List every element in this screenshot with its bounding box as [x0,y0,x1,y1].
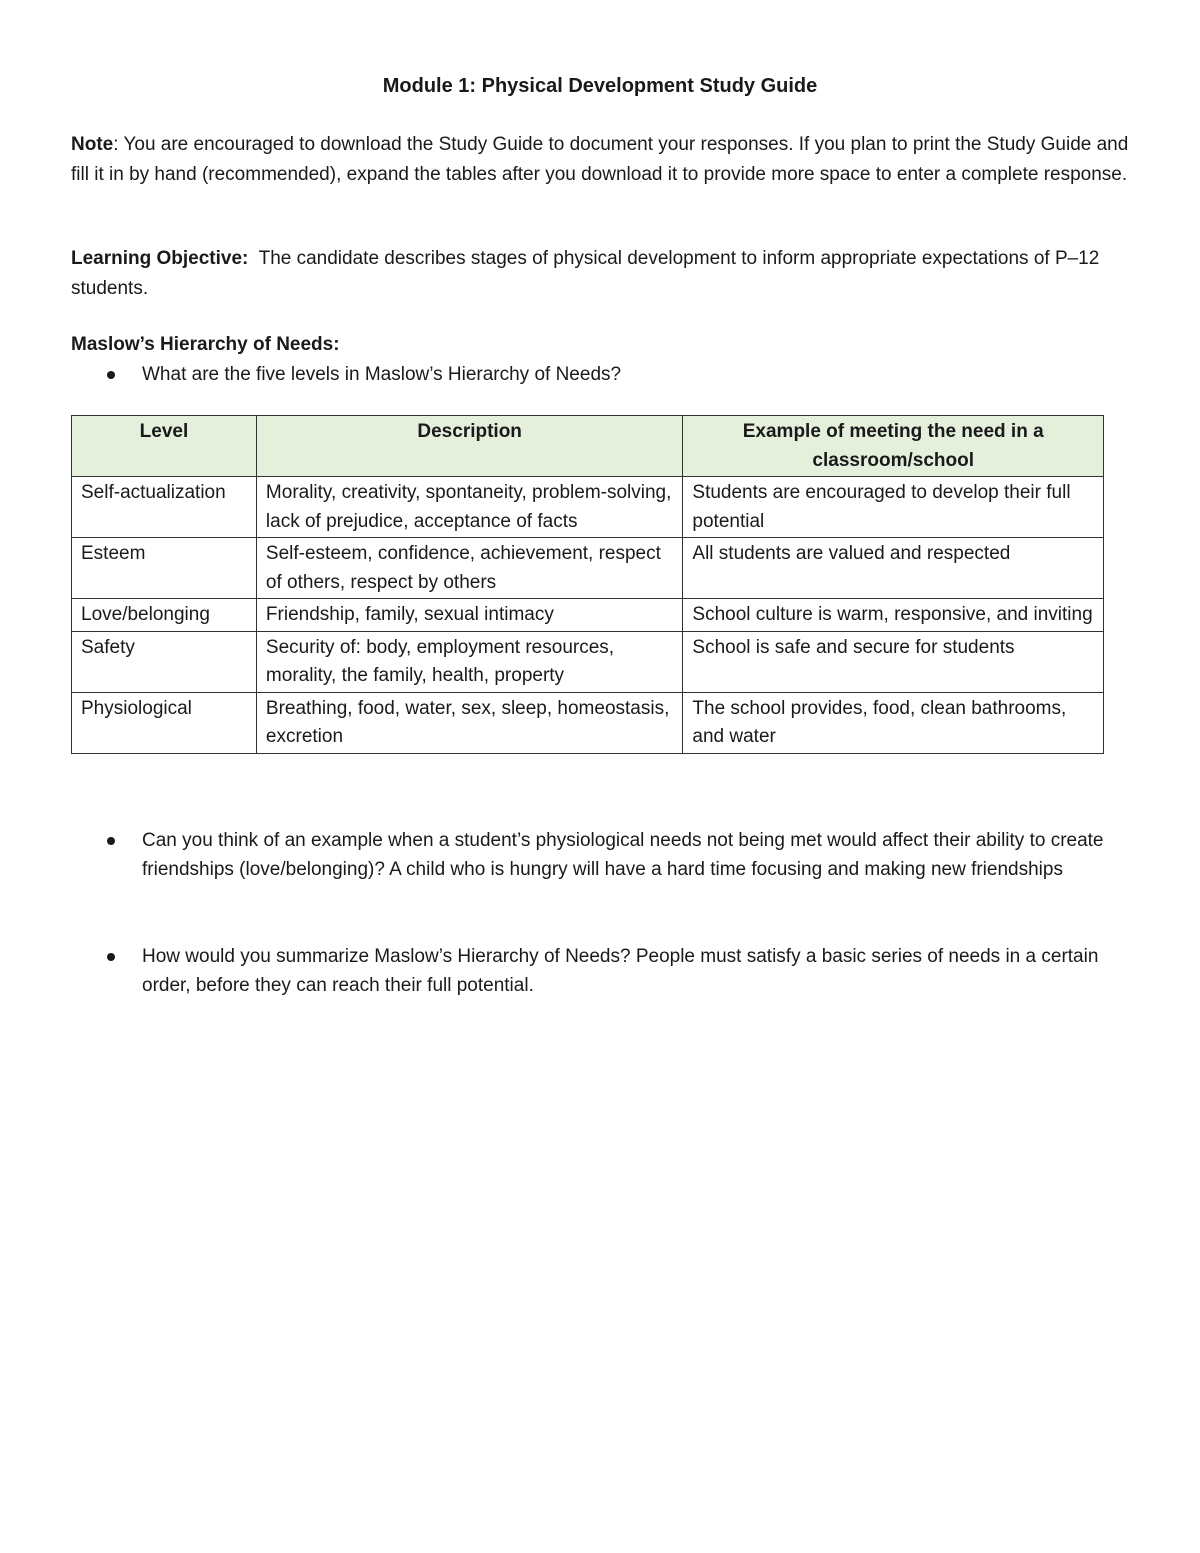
bullet-item [71,826,1131,884]
table-header-row [72,416,1104,477]
question-physiological-friendships: Can you think of an example when a student’s physiological needs not being met would affect their ability to create friendships (love/belonging)? A child who is hungry will have a hard time focusing and making new friendships [142,830,1104,880]
cell-level: Safety [72,631,257,692]
objective-text: The candidate describes stages of physical development to inform appropriate expectations of P–12 students. [71,248,1105,299]
cell-example: School is safe and secure for students [683,631,1104,692]
header-description: Description [256,416,682,477]
learning-objective-paragraph [71,244,1131,303]
question-five-levels: What are the five levels in Maslow’s Hierarchy of Needs? [142,364,622,385]
bullet-item [71,942,1131,1000]
cell-description: Self-esteem, confidence, achievement, respect of others, respect by others [256,538,682,599]
table-row [72,692,1104,753]
cell-description: Security of: body, employment resources, morality, the family, health, property [256,631,682,692]
cell-example: The school provides, food, clean bathrooms, and water [683,692,1104,753]
note-text: : You are encouraged to download the Study Guide to document your responses. If you plan to print the Study Guide and fill it in by hand (recommended), expand the tables after you download it to provide more space to enter a complete response. [71,134,1129,185]
cell-example: School culture is warm, responsive, and inviting [683,599,1104,632]
note-label: Note [71,134,114,155]
bullet-item [71,360,1131,389]
page-title: Module 1: Physical Development Study Guide [382,75,818,97]
cell-level: Self-actualization [72,477,257,538]
cell-example: Students are encouraged to develop their full potential [683,477,1104,538]
cell-example: All students are valued and respected [683,538,1104,599]
table-row [72,599,1104,632]
table-row [72,538,1104,599]
question-summary: How would you summarize Maslow’s Hierarchy of Needs? People must satisfy a basic series of needs in a certain order, before they can reach their full potential. [142,946,1099,996]
cell-level: Esteem [72,538,257,599]
cell-description: Breathing, food, water, sex, sleep, homeostasis, excretion [256,692,682,753]
bullet-icon [107,837,115,845]
bullet-icon [107,371,115,379]
header-example: Example of meeting the need in a classroom/school [683,416,1104,477]
cell-level: Love/belonging [72,599,257,632]
cell-description: Friendship, family, sexual intimacy [256,599,682,632]
needs-table [71,415,1104,754]
note-paragraph [71,130,1131,189]
objective-label: Learning Objective: [71,248,249,269]
maslow-heading: Maslow’s Hierarchy of Needs: [71,334,340,355]
bullet-icon [107,953,115,961]
table-row [72,631,1104,692]
cell-level: Physiological [72,692,257,753]
table-row [72,477,1104,538]
cell-description: Morality, creativity, spontaneity, problem-solving, lack of prejudice, acceptance of facts [256,477,682,538]
header-level: Level [72,416,257,477]
